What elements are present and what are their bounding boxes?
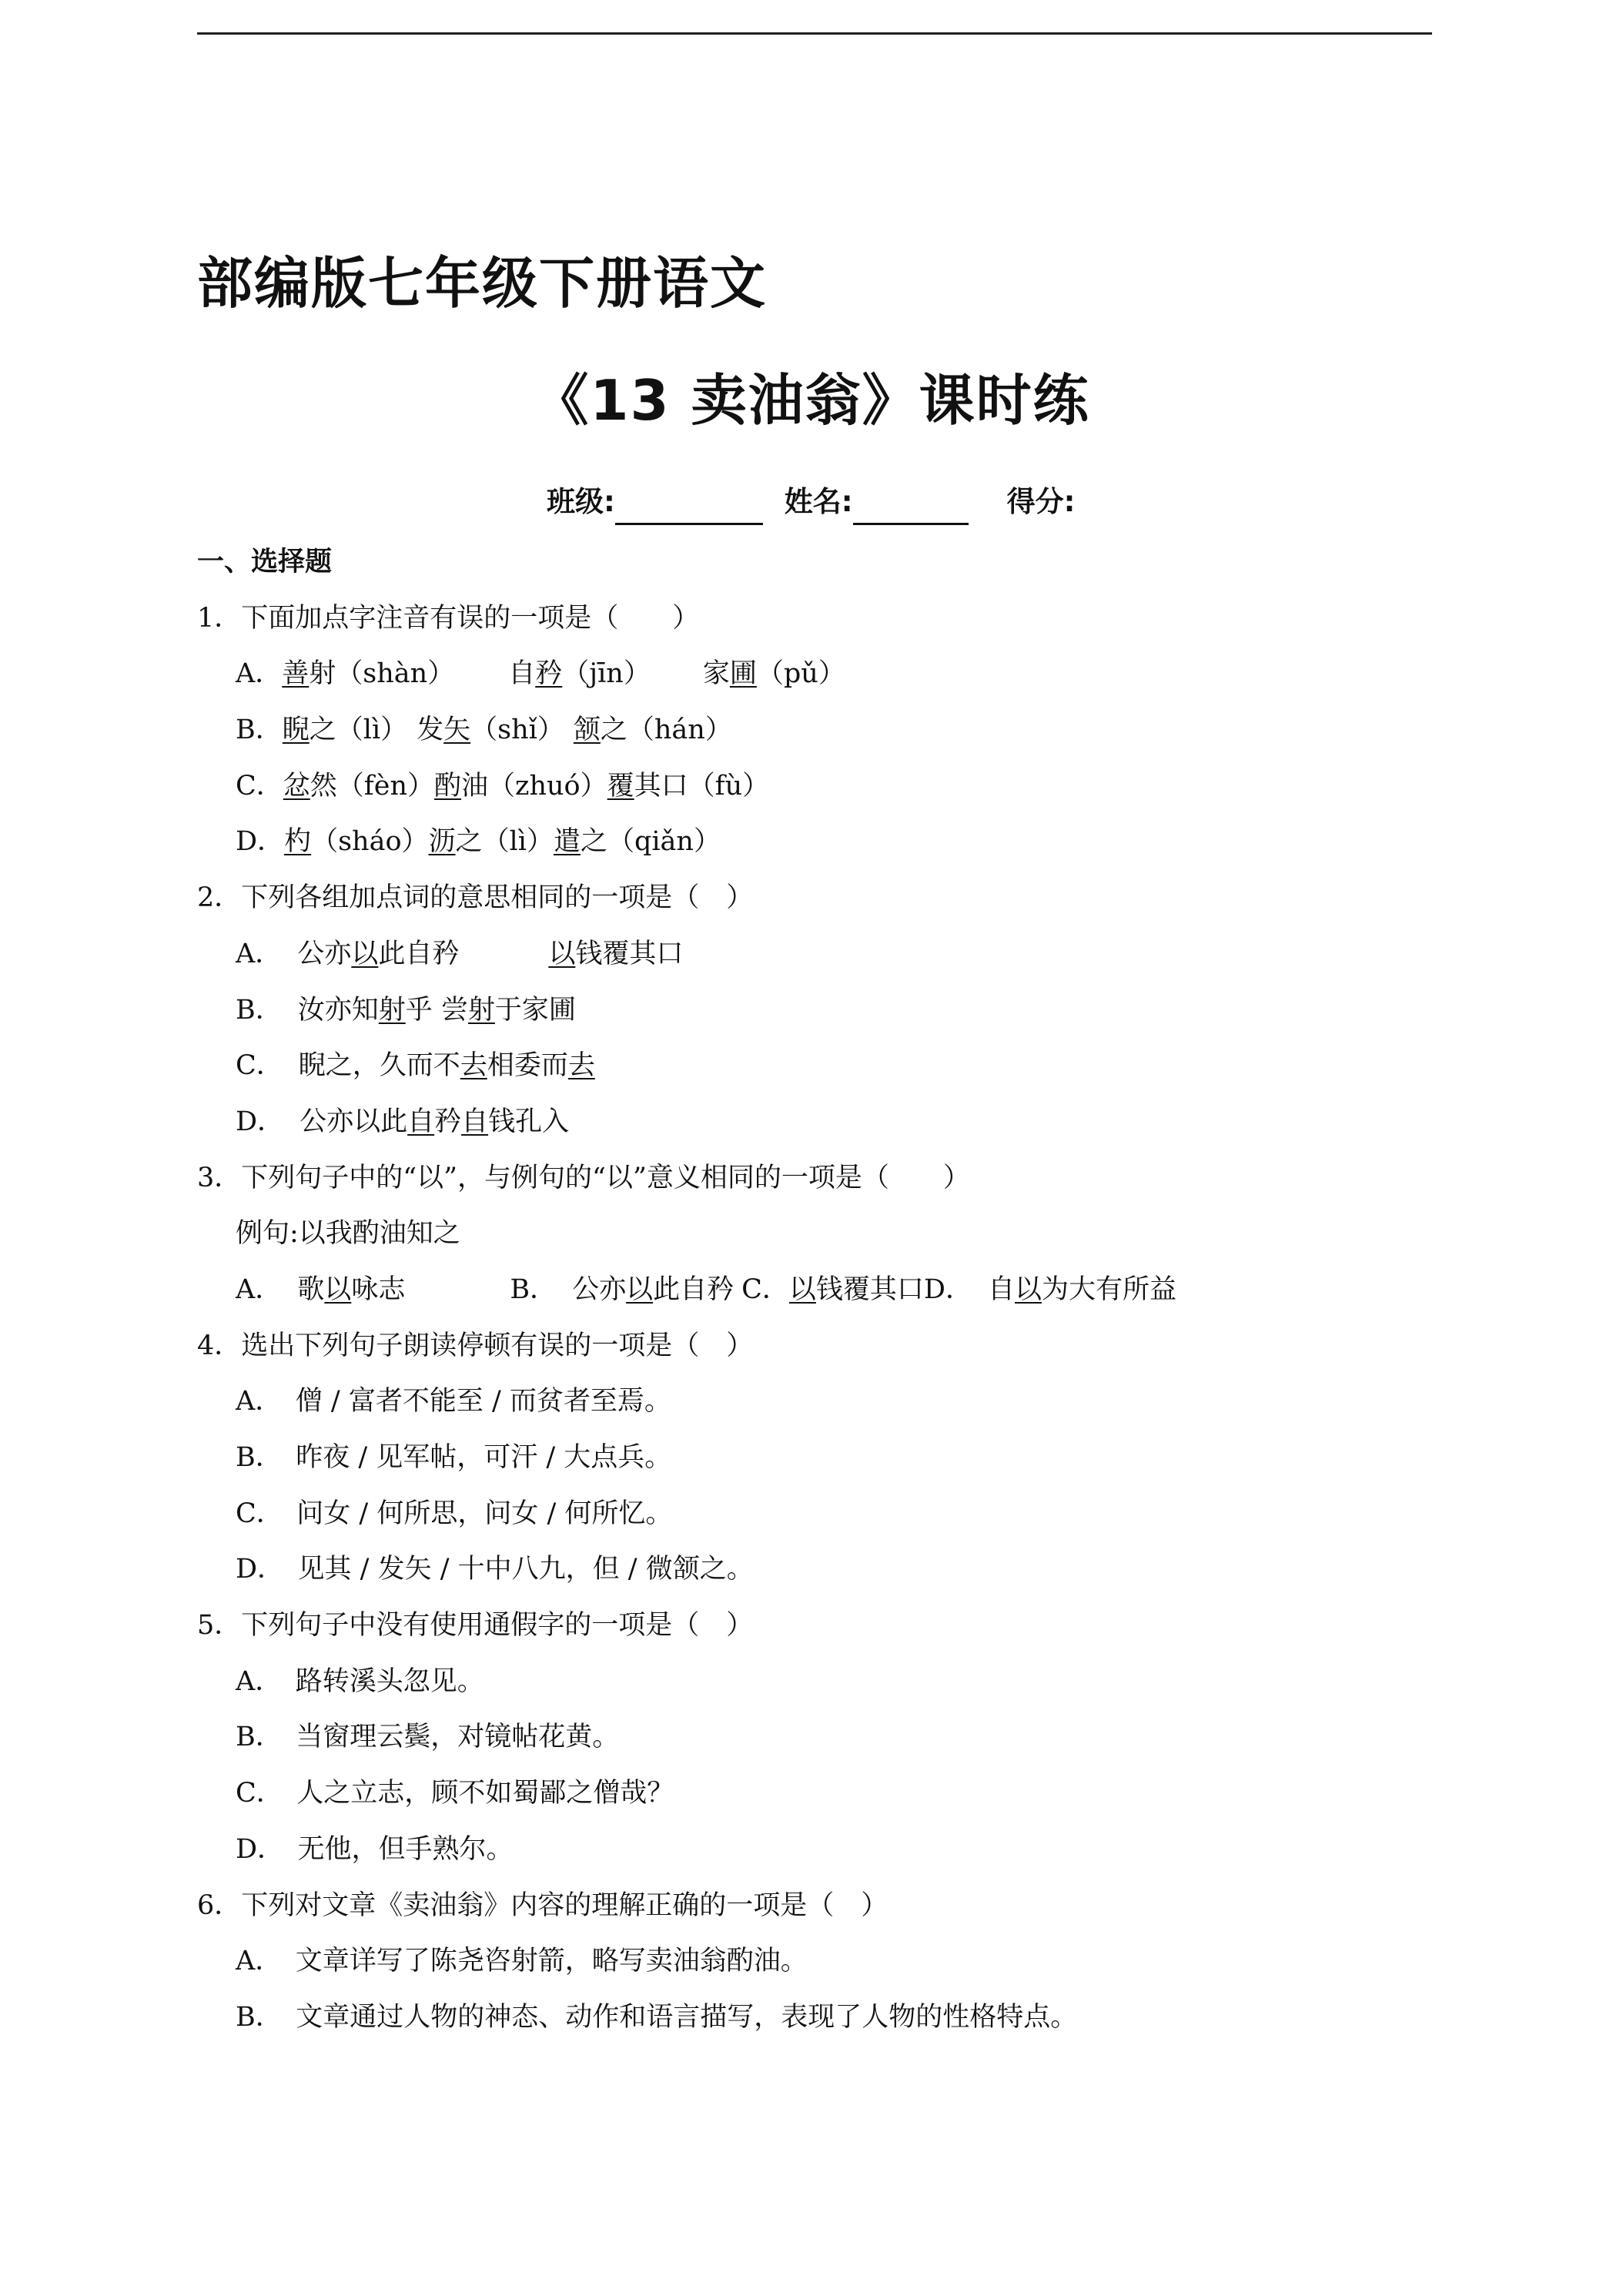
question-5-option-a: A． 路转溪头忽见。 (236, 1665, 484, 1697)
dotted-char: 颔 (573, 715, 601, 746)
question-3-stem: 3．下列句子中的“以”，与例句的“以”意义相同的一项是（ ） (197, 1162, 970, 1193)
document-title-line2: 《13 卖油翁》课时练 (533, 368, 1090, 433)
question-list (197, 534, 1444, 2046)
student-info-line (547, 479, 1075, 525)
question-6-option-b: B． 文章通过人物的神态、动作和语言描写，表现了人物的性格特点。 (236, 2001, 1078, 2033)
question-4-option-c: C． 问女 / 何所思，问女 / 何所忆。 (236, 1498, 673, 1529)
dotted-char: 覆 (607, 770, 634, 802)
dotted-char: 沥 (428, 826, 456, 858)
name-label: 姓名: (784, 485, 853, 518)
dotted-char: 以 (548, 938, 576, 969)
section-heading: 一、选择题 (197, 547, 333, 577)
document-title-line1: 部编版七年级下册语文 (197, 251, 768, 316)
dotted-char: 以 (1015, 1274, 1042, 1305)
question-2-option-d: D． 公亦以此自矜自钱孔入 (236, 1106, 570, 1137)
dotted-char: 圃 (729, 658, 757, 690)
question-2-option-b: B． 汝亦知射乎 尝射于家圃 (236, 994, 576, 1026)
dotted-char: 自 (407, 1106, 435, 1137)
question-4-option-b: B． 昨夜 / 见军帖，可汗 / 大点兵。 (236, 1442, 672, 1473)
question-1-option-d: D．杓（sháo）沥之（lì）遣之（qiǎn） (236, 826, 721, 858)
dotted-char: 睨 (282, 715, 310, 746)
dotted-char: 射 (378, 994, 406, 1026)
question-5-option-b: B． 当窗理云鬓，对镜帖花黄。 (236, 1722, 620, 1753)
dotted-char: 去 (460, 1050, 487, 1082)
dotted-char: 遣 (553, 826, 581, 858)
question-1-option-b: B．睨之（lì） 发矢（shǐ） 颔之（hán） (236, 715, 732, 746)
name-blank[interactable] (853, 489, 969, 525)
question-4-option-a: A． 僧 / 富者不能至 / 而贫者至焉。 (236, 1386, 671, 1417)
dotted-char: 善 (282, 658, 310, 690)
question-3-example: 例句:以我酌油知之 (236, 1218, 460, 1250)
dotted-char: 自 (461, 1106, 489, 1137)
question-1-stem: 1．下面加点字注音有误的一项是（ ） (197, 602, 700, 634)
dotted-char: 杓 (284, 826, 312, 858)
question-6-option-a: A． 文章详写了陈尧咨射箭，略写卖油翁酌油。 (236, 1946, 808, 1977)
dotted-char: 射 (467, 994, 495, 1026)
question-5-option-c: C． 人之立志，顾不如蜀鄙之僧哉？ (236, 1778, 674, 1809)
class-blank[interactable] (615, 489, 763, 525)
question-1-option-a: A．善射（shàn） 自矜（jīn） 家圃（pǔ） (236, 658, 845, 690)
question-6-stem: 6．下列对文章《卖油翁》内容的理解正确的一项是（ ） (197, 1889, 888, 1921)
question-2-stem: 2．下列各组加点词的意思相同的一项是（ ） (197, 882, 754, 914)
dotted-char: 以 (788, 1274, 816, 1305)
dotted-char: 去 (567, 1050, 595, 1082)
dotted-char: 以 (324, 1274, 352, 1305)
dotted-char: 矜 (535, 658, 563, 690)
score-label: 得分: (1006, 485, 1076, 518)
dotted-char: 矢 (443, 715, 471, 746)
header-rule (197, 32, 1432, 35)
question-4-option-d: D． 见其 / 发矢 / 十中八九，但 / 微颔之。 (236, 1554, 754, 1585)
question-2-option-c: C． 睨之，久而不去相委而去 (236, 1050, 595, 1082)
class-label: 班级: (547, 485, 615, 518)
question-3-options: A． 歌以咏志 B． 公亦以此自矜 C．以钱覆其口D． 自以为大有所益 (236, 1274, 1177, 1305)
question-2-option-a: A． 公亦以此自矜 以钱覆其口 (236, 938, 684, 969)
question-5-option-d: D． 无他，但手熟尔。 (236, 1833, 514, 1865)
question-1-option-c: C．忿然（fèn）酌油（zhuó）覆其口（fù） (236, 770, 770, 802)
dotted-char: 以 (351, 938, 379, 969)
dotted-char: 酌 (434, 770, 462, 802)
question-4-stem: 4．选出下列句子朗读停顿有误的一项是（ ） (197, 1330, 754, 1361)
dotted-char: 忿 (283, 770, 310, 802)
question-5-stem: 5．下列句子中没有使用通假字的一项是（ ） (197, 1610, 754, 1642)
dotted-char: 以 (626, 1274, 654, 1305)
